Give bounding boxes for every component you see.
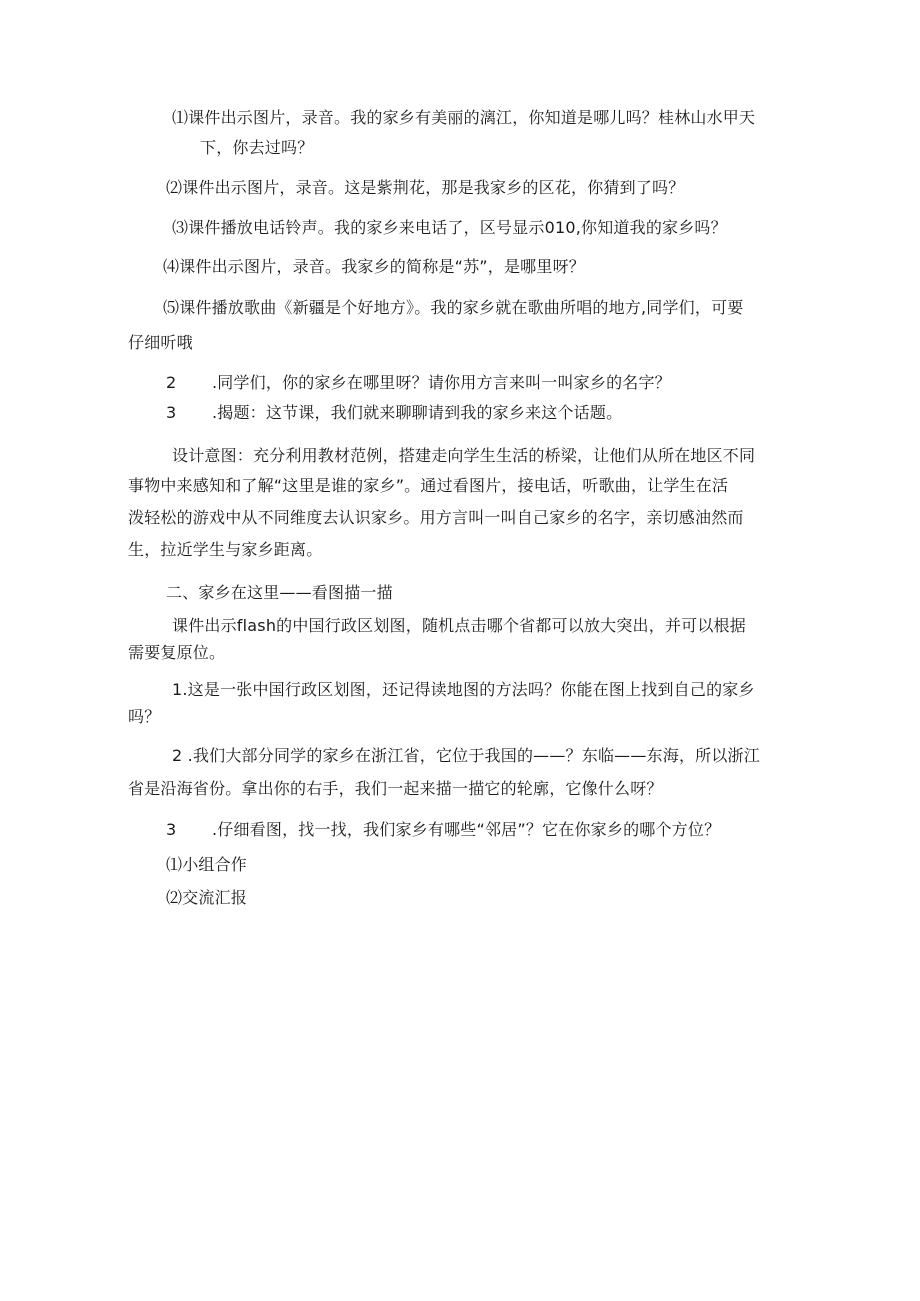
item-2: ⑵课件出示图片，录音。这是紫荆花，那是我家乡的区花，你猜到了吗？	[166, 178, 685, 197]
question-3-text: .仔细看图，找一找，我们家乡有哪些“邻居”？它在你家乡的哪个方位？	[212, 820, 721, 839]
section-2-heading: 二、家乡在这里——看图描一描	[166, 583, 393, 602]
item-5-line-1: ⑸课件播放歌曲《新疆是个好地方》。我的家乡就在歌曲所唱的地方,同学们，可要	[163, 298, 744, 317]
design-intent-line-2: 事物中来感知和了解“这里是谁的家乡”。通过看图片，接电话，听歌曲，让学生在活	[128, 476, 729, 495]
item-1-line-2: 下，你去过吗？	[200, 138, 314, 157]
step-2-number: 2	[166, 373, 177, 392]
step-3-number: 3	[166, 403, 177, 422]
item-3: ⑶课件播放电话铃声。我的家乡来电话了，区号显示010,你知道我的家乡吗？	[172, 218, 727, 237]
item-4: ⑷课件出示图片，录音。我家乡的简称是“苏”，是哪里呀？	[163, 257, 585, 276]
question-1-line-1: 1.这是一张中国行政区划图，还记得读地图的方法吗？你能在图上找到自己的家乡	[172, 680, 755, 699]
section-2-intro-line-2: 需要复原位。	[128, 643, 226, 662]
design-intent-line-1: 设计意图：充分利用教材范例，搭建走向学生生活的桥梁，让他们从所在地区不同	[172, 446, 756, 465]
question-2-line-1: 2 .我们大部分同学的家乡在浙江省，它位于我国的——？东临——东海，所以浙江	[172, 746, 760, 765]
item-1-line-1: ⑴课件出示图片，录音。我的家乡有美丽的漓江，你知道是哪儿吗？桂林山水甲天	[172, 108, 756, 127]
step-3-text: .揭题：这节课，我们就来聊聊请到我的家乡来这个话题。	[212, 403, 623, 422]
question-2-line-2: 省是沿海省份。拿出你的右手，我们一起来描一描它的轮廓，它像什么呀？	[128, 779, 663, 798]
step-2-text: .同学们，你的家乡在哪里呀？请你用方言来叫一叫家乡的名字？	[212, 373, 671, 392]
section-2-intro-line-1: 课件出示flash的中国行政区划图，随机点击哪个省都可以放大突出，并可以根据	[172, 616, 746, 635]
design-intent-line-4: 生，拉近学生与家乡距离。	[128, 540, 323, 559]
sub-item-1: ⑴小组合作	[166, 855, 248, 874]
design-intent-line-3: 泼轻松的游戏中从不同维度去认识家乡。用方言叫一叫自己家乡的名字，亲切感油然而	[128, 508, 744, 527]
question-1-line-2: 吗？	[128, 707, 161, 726]
sub-item-2: ⑵交流汇报	[166, 888, 248, 907]
question-3-number: 3	[166, 820, 177, 839]
item-5-line-2: 仔细听哦	[128, 333, 193, 352]
